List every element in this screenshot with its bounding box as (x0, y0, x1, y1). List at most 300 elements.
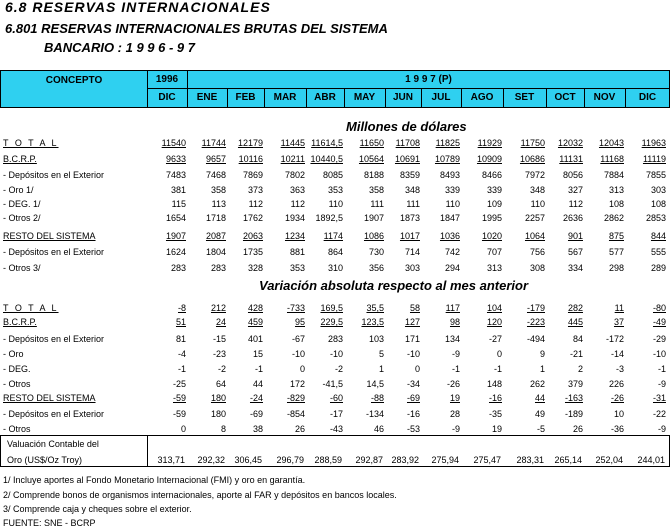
cell-value: -36 (610, 424, 624, 434)
cell-value: 373 (247, 185, 263, 195)
cell-value: -189 (564, 409, 583, 419)
cell-value: 328 (247, 263, 263, 273)
valuation-value: 292,32 (197, 455, 225, 465)
footnote-1: 1/ Incluye aportes al Fondo Monetario Internacional (FMI) y oro en garantía. (3, 475, 306, 485)
cell-value: 310 (327, 263, 343, 273)
valuation-value: 275,47 (473, 455, 501, 465)
row-label: - Otros 3/ (3, 263, 41, 273)
cell-value: 11744 (201, 138, 226, 148)
cell-value: 358 (368, 185, 384, 195)
table-row (0, 212, 670, 224)
header-month: DIC (158, 92, 176, 103)
cell-value: 283 (210, 263, 226, 273)
cell-value: -80 (652, 303, 666, 313)
cell-value: 7468 (205, 170, 226, 180)
cell-value: 0 (180, 424, 186, 434)
cell-value: 44 (252, 379, 263, 389)
cell-value: -88 (370, 393, 384, 403)
table-row (0, 423, 670, 435)
cell-value: 358 (210, 185, 226, 195)
page-title: 6.8 RESERVAS INTERNACIONALES (5, 0, 271, 15)
cell-value: 8085 (322, 170, 343, 180)
cell-value: 8 (220, 424, 226, 434)
cell-value: 730 (368, 247, 384, 257)
valuation-divider (147, 436, 148, 466)
valuation-label: Valuación Contable del (7, 439, 99, 449)
cell-value: 46 (373, 424, 384, 434)
cell-value: 11540 (161, 138, 186, 148)
header-divider (546, 88, 547, 107)
cell-value: 303 (650, 185, 666, 195)
cell-value: 353 (289, 263, 305, 273)
cell-value: 10211 (280, 154, 305, 164)
cell-value: 8056 (562, 170, 583, 180)
cell-value: 7869 (242, 170, 263, 180)
cell-value: 171 (404, 334, 420, 344)
cell-value: 289 (650, 263, 666, 273)
table-row (0, 302, 670, 314)
cell-value: 0 (414, 364, 420, 374)
cell-value: -41,5 (322, 379, 343, 389)
cell-value: 10 (613, 409, 624, 419)
cell-value: 353 (327, 185, 343, 195)
cell-value: 110 (328, 199, 343, 209)
row-label: - DEG. (3, 364, 31, 374)
row-label: B.C.R.P. (3, 154, 37, 164)
cell-value: -4 (177, 349, 186, 359)
cell-value: 282 (567, 303, 583, 313)
cell-value: 44 (534, 393, 545, 403)
cell-value: -22 (652, 409, 666, 419)
section-title-variation: Variación absoluta respecto al mes anterior (259, 278, 529, 293)
cell-value: -21 (569, 349, 583, 359)
cell-value: 11119 (642, 154, 666, 164)
cell-value: -1 (657, 364, 666, 374)
header-month: SET (514, 92, 535, 103)
cell-value: -9 (657, 379, 666, 389)
cell-value: -35 (488, 409, 502, 419)
header-divider (503, 88, 504, 107)
cell-value: 7972 (524, 170, 545, 180)
cell-value: -10 (329, 349, 343, 359)
cell-value: 123,5 (361, 317, 384, 327)
cell-value: -829 (286, 393, 305, 403)
valuation-value: 244,01 (637, 455, 665, 465)
cell-value: -10 (291, 349, 305, 359)
cell-value: 2 (577, 364, 583, 374)
header-month: DIC (638, 92, 657, 103)
cell-value: 428 (247, 303, 263, 313)
cell-value: 108 (608, 199, 624, 209)
cell-value: 5 (378, 349, 384, 359)
table-row (0, 378, 670, 390)
header-divider (264, 88, 265, 107)
table-row (0, 246, 670, 258)
cell-value: 567 (567, 247, 583, 257)
row-label: RESTO DEL SISTEMA (3, 231, 96, 241)
cell-value: 11614,5 (311, 138, 343, 148)
cell-value: 64 (215, 379, 226, 389)
cell-value: 12179 (237, 138, 263, 148)
valuation-value: 283,31 (516, 455, 544, 465)
cell-value: 864 (327, 247, 343, 257)
header-month: ABR (314, 92, 336, 103)
cell-value: 38 (252, 424, 263, 434)
cell-value: 19 (449, 393, 460, 403)
cell-value: 112 (568, 199, 583, 209)
cell-value: -23 (212, 349, 226, 359)
cell-value: -5 (536, 424, 545, 434)
cell-value: 169,5 (320, 303, 343, 313)
cell-value: 11650 (359, 138, 384, 148)
cell-value: 26 (572, 424, 583, 434)
cell-value: -172 (605, 334, 624, 344)
cell-value: 707 (486, 247, 502, 257)
cell-value: -31 (652, 393, 666, 403)
cell-value: 49 (534, 409, 545, 419)
cell-value: 0 (496, 349, 502, 359)
cell-value: 294 (444, 263, 460, 273)
cell-value: -59 (172, 393, 186, 403)
cell-value: -29 (652, 334, 666, 344)
table-row (0, 169, 670, 181)
header-concept: CONCEPTO (45, 75, 103, 86)
table-row (0, 153, 670, 165)
cell-value: 104 (486, 303, 502, 313)
cell-value: 229,5 (320, 317, 343, 327)
cell-value: -163 (564, 393, 583, 403)
cell-value: 1873 (399, 213, 420, 223)
cell-value: 9633 (165, 154, 186, 164)
cell-value: -2 (217, 364, 226, 374)
cell-value: 10789 (434, 154, 460, 164)
header-divider (344, 88, 345, 107)
cell-value: 11445 (280, 138, 305, 148)
cell-value: 901 (567, 231, 583, 241)
cell-value: 262 (529, 379, 545, 389)
valuation-label-unit: Oro (US$/Oz Troy) (7, 455, 83, 465)
cell-value: 555 (650, 247, 666, 257)
cell-value: -34 (406, 379, 420, 389)
cell-value: 81 (175, 334, 186, 344)
cell-value: -733 (286, 303, 305, 313)
cell-value: -16 (406, 409, 420, 419)
cell-value: 1735 (242, 247, 263, 257)
cell-value: 7802 (284, 170, 305, 180)
cell-value: 26 (294, 424, 305, 434)
header-divider (306, 88, 307, 107)
table-title (5, 21, 388, 36)
valuation-value: 296,79 (276, 455, 304, 465)
header-month: NOV (593, 92, 616, 103)
cell-value: 113 (211, 199, 226, 209)
cell-value: 844 (650, 231, 666, 241)
valuation-value: 288,59 (314, 455, 342, 465)
cell-value: -43 (329, 424, 343, 434)
cell-value: 8188 (363, 170, 384, 180)
cell-value: -25 (172, 379, 186, 389)
valuation-value: 283,92 (391, 455, 419, 465)
valuation-value: 292,87 (355, 455, 383, 465)
header-month: MAY (353, 92, 376, 103)
source-note: FUENTE: SNE - BCRP (3, 518, 96, 528)
cell-value: 1020 (481, 231, 502, 241)
row-label: - Depósitos en el Exterior (3, 334, 105, 344)
cell-value: 1892,5 (315, 213, 343, 223)
cell-value: 1847 (439, 213, 460, 223)
row-label: B.C.R.P. (3, 317, 37, 327)
cell-value: 115 (171, 199, 186, 209)
cell-value: 308 (529, 263, 545, 273)
header-divider (227, 88, 228, 107)
cell-value: 10691 (394, 154, 420, 164)
cell-value: 8359 (399, 170, 420, 180)
cell-value: 283 (327, 334, 343, 344)
header-divider (147, 88, 670, 89)
cell-value: -53 (406, 424, 420, 434)
cell-value: 2853 (645, 213, 666, 223)
cell-value: 1718 (205, 213, 226, 223)
cell-value: 339 (444, 185, 460, 195)
cell-value: -59 (172, 409, 186, 419)
cell-value: 212 (210, 303, 226, 313)
header-month: JUL (431, 92, 451, 103)
cell-value: -494 (526, 334, 545, 344)
cell-value: 7884 (603, 170, 624, 180)
cell-value: 348 (404, 185, 420, 195)
cell-value: 1036 (439, 231, 460, 241)
row-label: - Depósitos en el Exterior (3, 409, 105, 419)
cell-value: 7855 (645, 170, 666, 180)
cell-value: 11168 (600, 154, 624, 164)
cell-value: 1017 (399, 231, 420, 241)
valuation-value: 265,14 (554, 455, 582, 465)
valuation-value: 252,04 (595, 455, 623, 465)
cell-value: 348 (529, 185, 545, 195)
cell-value: 112 (248, 199, 263, 209)
table-row (0, 348, 670, 360)
cell-value: 1086 (363, 231, 384, 241)
cell-value: 875 (608, 231, 624, 241)
cell-value: 577 (608, 247, 624, 257)
cell-value: 9 (539, 349, 545, 359)
cell-value: -67 (291, 334, 305, 344)
cell-value: -2 (334, 364, 343, 374)
row-label: - Otros (3, 379, 31, 389)
cell-value: 1 (378, 364, 384, 374)
cell-value: 35,5 (366, 303, 384, 313)
header-month: MAR (273, 92, 297, 103)
header-year-1997: 1 9 9 7 (P) (405, 74, 452, 85)
cell-value: 180 (210, 409, 226, 419)
cell-value: 172 (289, 379, 305, 389)
cell-value: 8466 (481, 170, 502, 180)
cell-value: 112 (290, 199, 305, 209)
cell-value: 8493 (439, 170, 460, 180)
cell-value: 1624 (165, 247, 186, 257)
header-divider (461, 88, 462, 107)
table-subtitle: BANCARIO : 1 9 9 6 - 9 7 (44, 40, 195, 55)
cell-value: -1 (493, 364, 502, 374)
cell-value: 1907 (363, 213, 384, 223)
row-label: T O T A L (3, 138, 59, 148)
cell-value: -9 (657, 424, 666, 434)
row-label: - Depósitos en el Exterior (3, 247, 105, 257)
cell-value: 1762 (242, 213, 263, 223)
row-label: - Otros (3, 424, 31, 434)
cell-value: -9 (451, 424, 460, 434)
cell-value: 2862 (603, 213, 624, 223)
header-divider (584, 88, 585, 107)
table-row (0, 316, 670, 328)
cell-value: 84 (572, 334, 583, 344)
cell-value: 117 (445, 303, 460, 313)
cell-value: -16 (488, 393, 502, 403)
cell-value: 379 (567, 379, 583, 389)
cell-value: 742 (444, 247, 460, 257)
row-label: T O T A L (3, 303, 59, 313)
header-month: AGO (470, 92, 494, 103)
cell-value: 226 (608, 379, 624, 389)
header-month: ENE (196, 92, 218, 103)
cell-value: -1 (254, 364, 263, 374)
header-divider (625, 88, 626, 107)
cell-value: 7483 (165, 170, 186, 180)
cell-value: -223 (526, 317, 545, 327)
cell-value: -69 (406, 393, 420, 403)
cell-value: 881 (289, 247, 305, 257)
cell-value: 11963 (641, 138, 666, 148)
cell-value: 108 (650, 199, 666, 209)
cell-value: 363 (289, 185, 305, 195)
table-row (0, 333, 670, 345)
table-row (0, 198, 670, 210)
cell-value: 11708 (395, 138, 420, 148)
cell-value: 11 (614, 303, 624, 313)
cell-value: 1174 (323, 231, 343, 241)
table-row (0, 392, 670, 404)
cell-value: 2063 (242, 231, 263, 241)
cell-value: 103 (368, 334, 384, 344)
cell-value: 313 (608, 185, 624, 195)
footnote-3: 3/ Comprende caja y cheques sobre el exterior. (3, 504, 192, 514)
footnote-2: 2/ Comprende bonos de organismos internacionales, aporte al FAR y depósitos en bancos locales. (3, 490, 397, 500)
cell-value: 1995 (481, 213, 502, 223)
cell-value: 327 (567, 185, 583, 195)
row-label: - Otros 2/ (3, 213, 41, 223)
cell-value: 98 (449, 317, 460, 327)
header-year-1996: 1996 (155, 74, 179, 85)
cell-value: 11131 (559, 154, 583, 164)
cell-value: 14,5 (366, 379, 384, 389)
cell-value: 2257 (524, 213, 545, 223)
table-row (0, 408, 670, 420)
cell-value: 12043 (598, 138, 624, 148)
cell-value: 298 (608, 263, 624, 273)
cell-value: 0 (299, 364, 305, 374)
cell-value: -10 (652, 349, 666, 359)
cell-value: 1907 (165, 231, 186, 241)
cell-value: -26 (610, 393, 624, 403)
valuation-value: 313,71 (157, 455, 185, 465)
table-title-text: RESERVAS INTERNACIONALES BRUTAS DEL SISTEMA (41, 21, 388, 36)
table-row (0, 363, 670, 375)
header-divider (187, 88, 188, 107)
header-divider (421, 88, 422, 107)
cell-value: -134 (365, 409, 384, 419)
cell-value: 1654 (165, 213, 186, 223)
gold-valuation-row (0, 435, 670, 467)
cell-value: 356 (368, 263, 384, 273)
cell-value: 1 (539, 364, 545, 374)
cell-value: -69 (249, 409, 263, 419)
cell-value: 756 (529, 247, 545, 257)
cell-value: -49 (652, 317, 666, 327)
cell-value: 313 (486, 263, 502, 273)
cell-value: 120 (486, 317, 502, 327)
cell-value: 110 (445, 199, 460, 209)
cell-value: 381 (170, 185, 186, 195)
cell-value: -15 (212, 334, 226, 344)
cell-value: 148 (486, 379, 502, 389)
row-label: RESTO DEL SISTEMA (3, 393, 96, 403)
cell-value: 24 (215, 317, 226, 327)
cell-value: 127 (404, 317, 420, 327)
cell-value: 10116 (238, 154, 263, 164)
cell-value: 95 (294, 317, 305, 327)
cell-value: 401 (247, 334, 263, 344)
row-label: - Oro (3, 349, 24, 359)
table-row (0, 137, 670, 149)
cell-value: 10440,5 (310, 154, 343, 164)
row-label: - Oro 1/ (3, 185, 34, 195)
header-month: OCT (554, 92, 576, 103)
cell-value: -14 (610, 349, 624, 359)
cell-value: -60 (329, 393, 343, 403)
table-row (0, 230, 670, 242)
header-month: FEB (235, 92, 256, 103)
cell-value: 12032 (557, 138, 583, 148)
cell-value: 28 (449, 409, 460, 419)
cell-value: 334 (567, 263, 583, 273)
cell-value: 180 (210, 393, 226, 403)
row-label: - DEG. 1/ (3, 199, 41, 209)
cell-value: 283 (170, 263, 186, 273)
valuation-value: 306,45 (234, 455, 262, 465)
cell-value: 714 (404, 247, 420, 257)
cell-value: 1064 (524, 231, 545, 241)
cell-value: -1 (451, 364, 460, 374)
cell-value: 15 (252, 349, 263, 359)
cell-value: 2636 (562, 213, 583, 223)
table-row (0, 184, 670, 196)
cell-value: 1804 (205, 247, 226, 257)
header-divider (385, 88, 386, 107)
cell-value: 37 (613, 317, 624, 327)
cell-value: -26 (446, 379, 460, 389)
cell-value: 10909 (476, 154, 502, 164)
cell-value: 10564 (358, 154, 384, 164)
cell-value: 459 (247, 317, 263, 327)
cell-value: 11825 (435, 138, 460, 148)
table-row (0, 262, 670, 274)
cell-value: 134 (444, 334, 460, 344)
cell-value: -24 (249, 393, 263, 403)
cell-value: -179 (526, 303, 545, 313)
cell-value: -854 (286, 409, 305, 419)
cell-value: 51 (175, 317, 186, 327)
valuation-value: 275,94 (431, 455, 459, 465)
